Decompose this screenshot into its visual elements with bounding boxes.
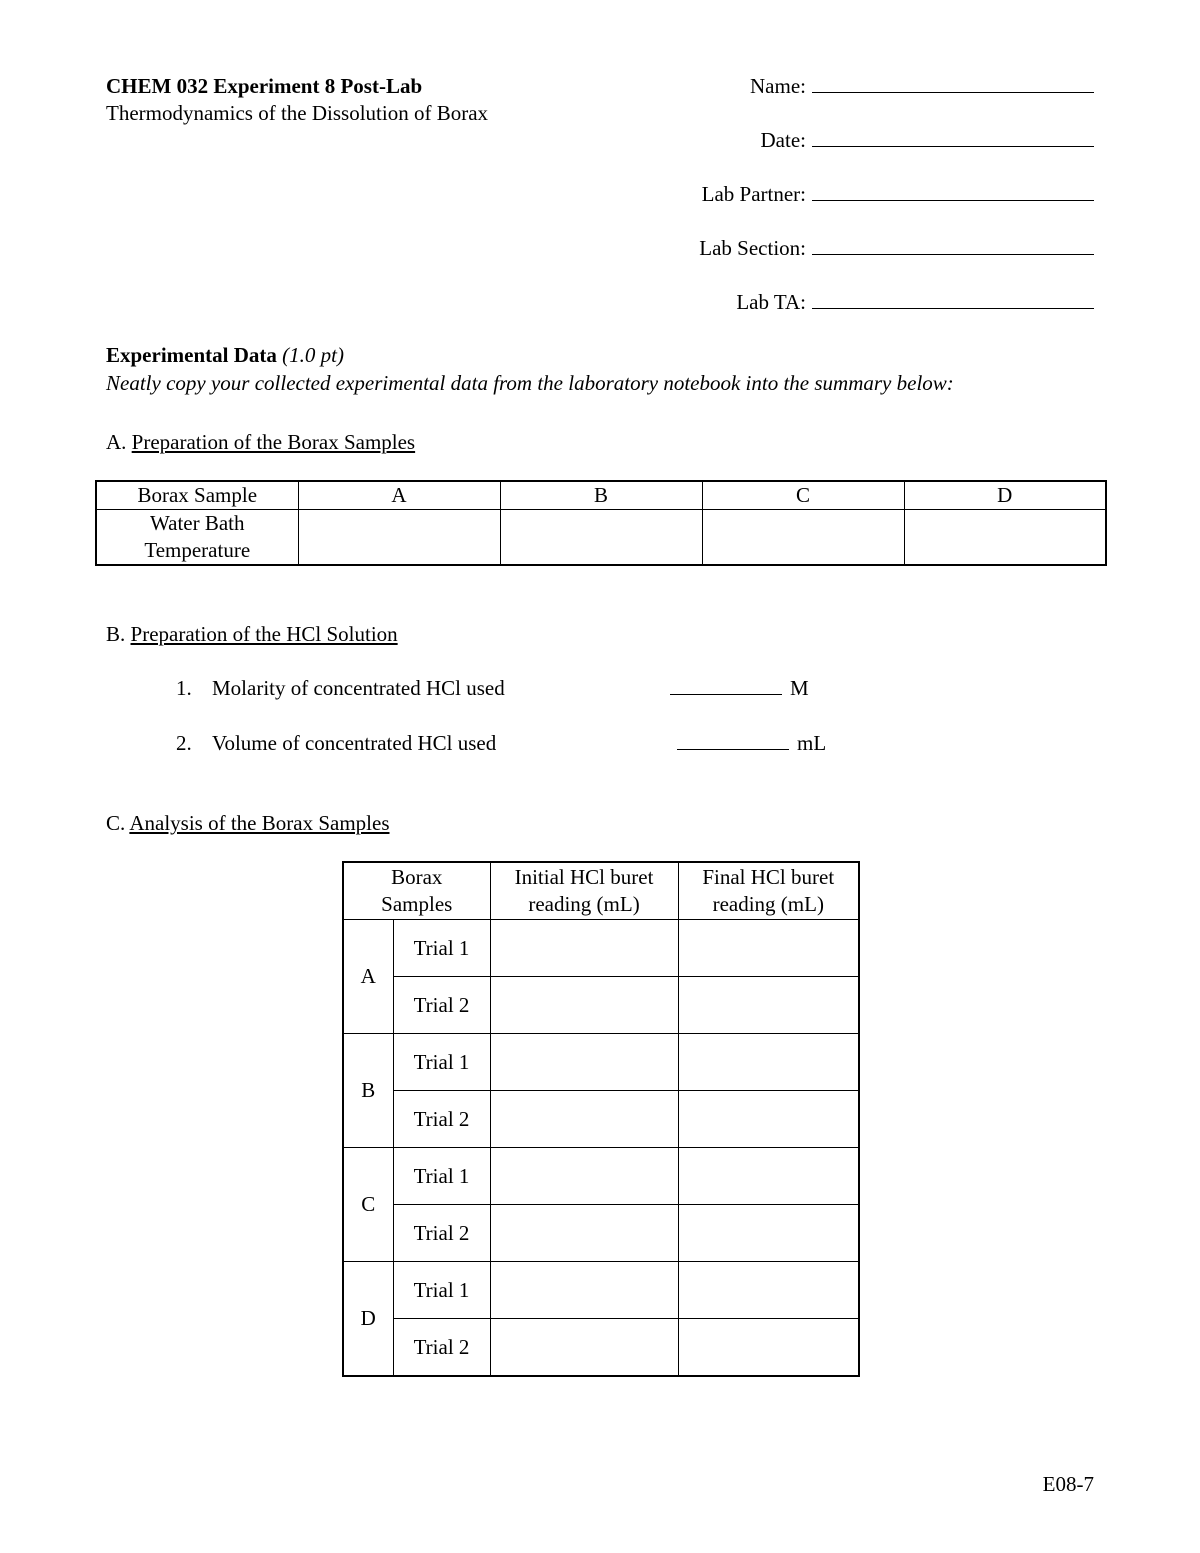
initial-reading-cell[interactable] <box>490 1319 678 1377</box>
instruction-text: Neatly copy your collected experimental data from the laboratory notebook into the summary below: <box>106 371 954 395</box>
table-header-row <box>343 862 859 920</box>
header-borax-samples <box>343 862 490 920</box>
section-c-prefix: C. <box>106 811 126 835</box>
page-number: E08-7 <box>1042 1472 1094 1496</box>
table-row <box>343 920 859 977</box>
lab-ta-field <box>736 290 1094 315</box>
molarity-unit: M <box>790 676 809 700</box>
lab-partner-blank[interactable] <box>812 182 1094 201</box>
table-row <box>343 1091 859 1148</box>
initial-reading-cell[interactable] <box>490 1148 678 1205</box>
header-borax-line2: Samples <box>381 892 453 916</box>
table-row <box>343 1205 859 1262</box>
initial-reading-cell[interactable] <box>490 1034 678 1091</box>
trial-label: Trial 1 <box>393 920 490 977</box>
item-number: 2. <box>176 731 192 755</box>
section-b-heading <box>106 622 398 647</box>
header-borax-line1: Borax <box>391 865 443 889</box>
header-borax-sample: Borax Sample <box>96 481 298 510</box>
molarity-blank[interactable] <box>670 676 782 695</box>
section-a-title: Preparation of the Borax Samples <box>131 430 416 454</box>
trial-label: Trial 2 <box>393 1091 490 1148</box>
name-blank[interactable] <box>812 74 1094 93</box>
date-label: Date: <box>760 128 806 152</box>
table-row <box>343 977 859 1034</box>
name-label: Name: <box>750 74 806 98</box>
lab-section-field <box>699 236 1094 261</box>
section-a-prefix: A. <box>106 430 127 454</box>
header-final-line1: Final HCl buret <box>702 865 835 889</box>
item-text: Molarity of concentrated HCl used <box>212 676 505 700</box>
final-reading-cell[interactable] <box>678 1205 859 1262</box>
temp-cell-c[interactable] <box>702 510 904 566</box>
list-item <box>176 731 496 756</box>
row-label-line2: Temperature <box>144 538 251 562</box>
temp-cell-a[interactable] <box>298 510 500 566</box>
trial-label: Trial 1 <box>393 1034 490 1091</box>
name-field <box>750 74 1094 99</box>
points-label: (1.0 pt) <box>282 343 344 367</box>
item-text: Volume of concentrated HCl used <box>212 731 497 755</box>
lab-partner-field <box>702 182 1094 207</box>
trial-label: Trial 1 <box>393 1148 490 1205</box>
volume-unit: mL <box>797 731 827 755</box>
table-row <box>343 1262 859 1319</box>
table-row <box>343 1319 859 1377</box>
header-sample-d: D <box>904 481 1106 510</box>
trial-label: Trial 2 <box>393 1205 490 1262</box>
sample-label-c: C <box>343 1148 393 1262</box>
lab-ta-label: Lab TA: <box>736 290 806 314</box>
volume-fill <box>677 731 826 756</box>
table-row <box>343 1148 859 1205</box>
initial-reading-cell[interactable] <box>490 1262 678 1319</box>
document-title: CHEM 032 Experiment 8 Post-Lab <box>106 74 423 98</box>
volume-blank[interactable] <box>677 731 789 750</box>
trial-label: Trial 1 <box>393 1262 490 1319</box>
final-reading-cell[interactable] <box>678 1148 859 1205</box>
initial-reading-cell[interactable] <box>490 977 678 1034</box>
header-sample-b: B <box>500 481 702 510</box>
final-reading-cell[interactable] <box>678 1262 859 1319</box>
section-b-title: Preparation of the HCl Solution <box>130 622 398 646</box>
section-c-heading <box>106 811 390 836</box>
table-header-row <box>96 481 1106 510</box>
document-subtitle: Thermodynamics of the Dissolution of Borax <box>106 101 489 125</box>
final-reading-cell[interactable] <box>678 920 859 977</box>
sample-label-d: D <box>343 1262 393 1377</box>
initial-reading-cell[interactable] <box>490 920 678 977</box>
header-final-line2: reading (mL) <box>712 892 824 916</box>
trial-label: Trial 2 <box>393 1319 490 1377</box>
item-number: 1. <box>176 676 192 700</box>
final-reading-cell[interactable] <box>678 977 859 1034</box>
initial-reading-cell[interactable] <box>490 1205 678 1262</box>
sample-label-a: A <box>343 920 393 1034</box>
section-b-prefix: B. <box>106 622 126 646</box>
molarity-fill <box>670 676 809 701</box>
list-item <box>176 676 505 701</box>
header-sample-c: C <box>702 481 904 510</box>
buret-readings-table <box>342 861 860 1377</box>
final-reading-cell[interactable] <box>678 1091 859 1148</box>
table-row <box>343 1034 859 1091</box>
water-bath-temperature-label <box>96 510 298 566</box>
sample-label-b: B <box>343 1034 393 1148</box>
table-row <box>96 510 1106 566</box>
section-a-heading <box>106 430 415 455</box>
date-field <box>761 128 1094 153</box>
trial-label: Trial 2 <box>393 977 490 1034</box>
lab-ta-blank[interactable] <box>812 290 1094 309</box>
header-initial-line1: Initial HCl buret <box>514 865 654 889</box>
row-label-line1: Water Bath <box>149 511 245 535</box>
temp-cell-d[interactable] <box>904 510 1106 566</box>
lab-section-blank[interactable] <box>812 236 1094 255</box>
section-c-title: Analysis of the Borax Samples <box>129 811 390 835</box>
experimental-data-heading <box>106 343 344 368</box>
date-blank[interactable] <box>812 128 1094 147</box>
header-initial-reading <box>490 862 678 920</box>
final-reading-cell[interactable] <box>678 1319 859 1377</box>
experimental-data-title: Experimental Data <box>106 343 277 367</box>
header-final-reading <box>678 862 859 920</box>
header-initial-line2: reading (mL) <box>528 892 640 916</box>
lab-section-label: Lab Section: <box>699 236 806 260</box>
initial-reading-cell[interactable] <box>490 1091 678 1148</box>
lab-partner-label: Lab Partner: <box>701 182 806 206</box>
temp-cell-b[interactable] <box>500 510 702 566</box>
final-reading-cell[interactable] <box>678 1034 859 1091</box>
header-sample-a: A <box>298 481 500 510</box>
borax-samples-table <box>95 480 1107 566</box>
